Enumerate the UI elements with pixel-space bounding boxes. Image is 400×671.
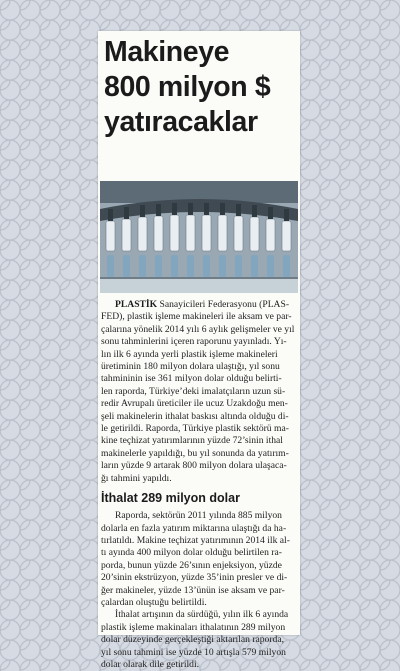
paragraph-1 (101, 299, 306, 485)
paragraph-2-line: tırlatıldı. Makine teçhizat yatırımının 2014 ilk al- (101, 534, 290, 546)
paragraph-2-line: çalardan oluştuğu belirtildi. (101, 596, 207, 608)
paragraph-3-line: yıl sonu tahmini ise yüzde 10 artışla 579 milyon (101, 646, 286, 658)
paragraph-2 (101, 510, 306, 609)
paragraph-1-line: üretiminin 180 milyon dolara ulaştığı, yıl sonu (101, 361, 280, 373)
paragraph-3-line: dolar düzeyinde gerçekleştiği aktarılan raporda, (101, 634, 284, 646)
paragraph-2-line: 20’sinin ekstrüzyon, yüzde 35’inin presler ve di- (101, 572, 288, 584)
paragraph-2-line: ğer makineler, yüzde 13’ünün ise aksam ve par- (101, 584, 285, 596)
paragraph-1-line: le getirildi. Raporda, Türkiye plastik sektörü ma- (101, 423, 289, 435)
paragraph-1-line: len raporda, Türkiye’deki imalatçıların uzun sü- (101, 385, 286, 397)
machine-photo (100, 181, 298, 293)
paragraph-1-line: tahmininin ise 361 milyon dolar olduğu belirti- (101, 373, 282, 385)
paragraph-3-line: İthalat artışının da sürdüğü, yılın ilk 6 ayında (115, 609, 289, 621)
paragraph-1-line: şeli makinelerin ithalat baskısı altında olduğu di- (101, 410, 289, 422)
paragraph-3-line: plastik işleme makinaları ithalatının 289 milyon (101, 621, 286, 633)
paragraph-1-line: lın ilk 6 ayında yerli plastik işleme makineleri (101, 348, 278, 360)
paragraph-1-line: kine teçhizat yatırımlarının yüzde 72’sinin ithal (101, 435, 283, 447)
paragraph-1-line: ların yüzde 9 artarak 800 milyon dolara ulaşaca- (101, 460, 287, 472)
paragraph-1-line: redir Avrupalı üreticiler ile ucuz Uzakdoğu men- (101, 398, 288, 410)
lead-word: PLASTİK (115, 299, 158, 310)
bottling-machine-illustration (100, 181, 298, 293)
newspaper-clipping (98, 31, 300, 670)
paragraph-2-line: porda, bunun yüzde 26’sının enjeksiyon, yüzde (101, 559, 282, 571)
headline (104, 35, 300, 140)
paragraph-2-line: tı ayında 400 milyon dolar olduğu belirtilen ra- (101, 547, 282, 559)
paragraph-3 (101, 609, 306, 671)
paragraph-3-line: dolar olarak dile getirildi. (101, 658, 200, 670)
paragraph-1-line: ğı tahmini yapıldı. (101, 472, 172, 484)
article-body (101, 299, 306, 671)
paragraph-2-line: Raporda, sektörün 2011 yılında 885 milyon (115, 510, 282, 522)
paragraph-1-line: çalarına yönelik 2014 yılı 6 aylık gelişmeler ve yıl (101, 323, 295, 335)
paragraph-1-line: sonu tahminlerini içeren raporunu yayınladı. Yı- (101, 336, 287, 348)
paragraph-1-line: FED), plastik işleme makineleri ile aksam ve par- (101, 311, 292, 323)
headline-line-3: yatıracaklar (104, 106, 258, 138)
headline-line-1: Makineye (104, 36, 230, 68)
headline-line-2: 800 milyon $ (104, 71, 271, 103)
paragraph-2-line: dolarla en fazla yatırım miktarına ulaştığı da ha- (101, 522, 287, 534)
paragraph-1-line-1: PLASTİK Sanayicileri Federasyonu (PLAS- (115, 299, 290, 310)
subheading: İthalat 289 milyon dolar (101, 491, 240, 506)
paragraph-1-line: makinelerle yapıldığı, bu yıl sonunda da yatırım- (101, 447, 289, 459)
